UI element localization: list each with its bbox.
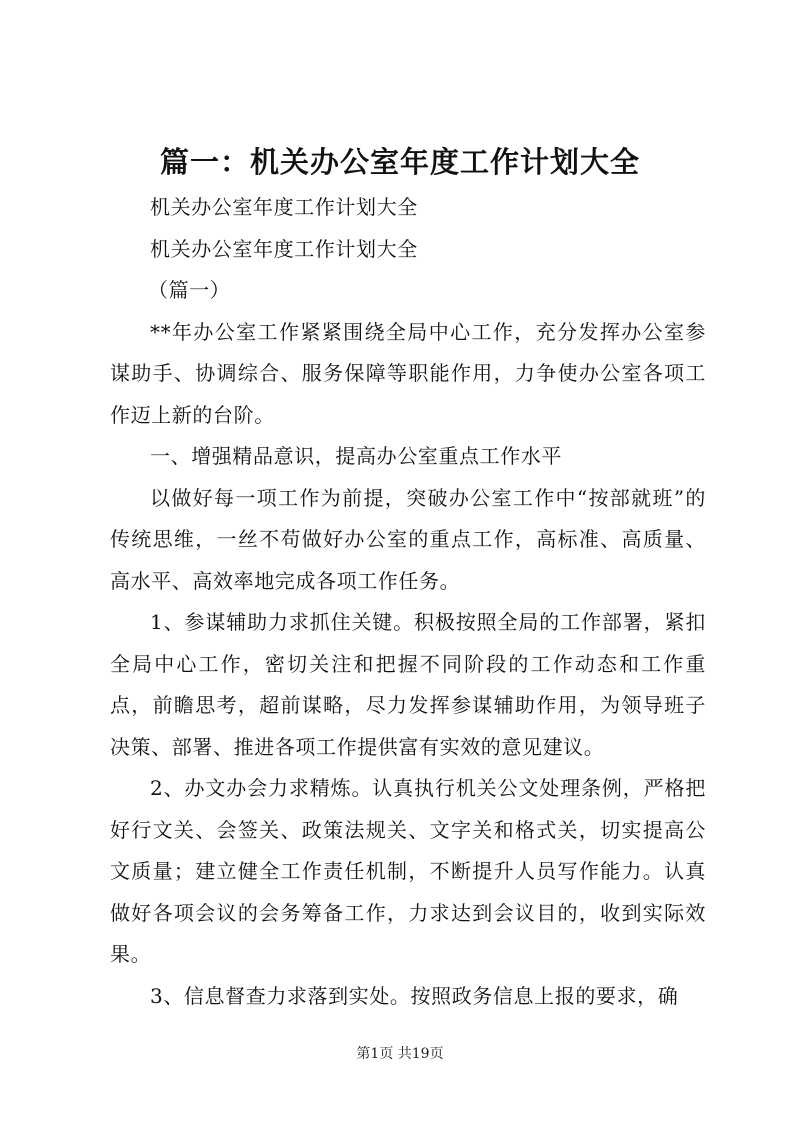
body-paragraph: 2、办文办会力求精炼。认真执行机关公文处理条例，严格把好行文关、会签关、政策法规关、文字关和格式关，切实提高公文质量；建立健全工作责任机制，不断提升人员写作能力。认真做好各项会议的会务筹备工作，力求达到会议目的，收到实际效果。 xyxy=(110,776,706,966)
intro-paragraph: **年办公室工作紧紧围绕全局中心工作，充分发挥办公室参谋助手、协调综合、服务保障等职能作用，力争使办公室各项工作迈上新的台阶。 xyxy=(110,319,706,427)
document-title: 篇一：机关办公室年度工作计划大全 xyxy=(159,145,640,179)
body-paragraph: 以做好每一项工作为前提，突破办公室工作中“按部就班”的传统思维，一丝不苟做好办公室的重点工作，高标准、高质量、高水平、高效率地完成各项工作任务。 xyxy=(110,485,706,593)
subtitle-line-2: 机关办公室年度工作计划大全 xyxy=(150,236,418,261)
section-heading-1: 一、增强精品意识，提高办公室重点工作水平 xyxy=(150,444,562,468)
section-label: （篇一） xyxy=(148,278,231,302)
page-number-footer: 第1页 共19页 xyxy=(356,1046,444,1062)
subtitle-line-1: 机关办公室年度工作计划大全 xyxy=(150,195,418,219)
body-paragraph: 1、参谋辅助力求抓住关键。积极按照全局的工作部署，紧扣全局中心工作，密切关注和把握不同阶段的工作动态和工作重点，前瞻思考，超前谋略，尽力发挥参谋辅助作用，为领导班子决策、部署、推进各项工作提供富有实效的意见建议。 xyxy=(110,610,706,759)
document-body xyxy=(110,187,706,1017)
body-paragraph: 3、信息督查力求落到实处。按照政务信息上报的要求，确 xyxy=(150,983,679,1008)
